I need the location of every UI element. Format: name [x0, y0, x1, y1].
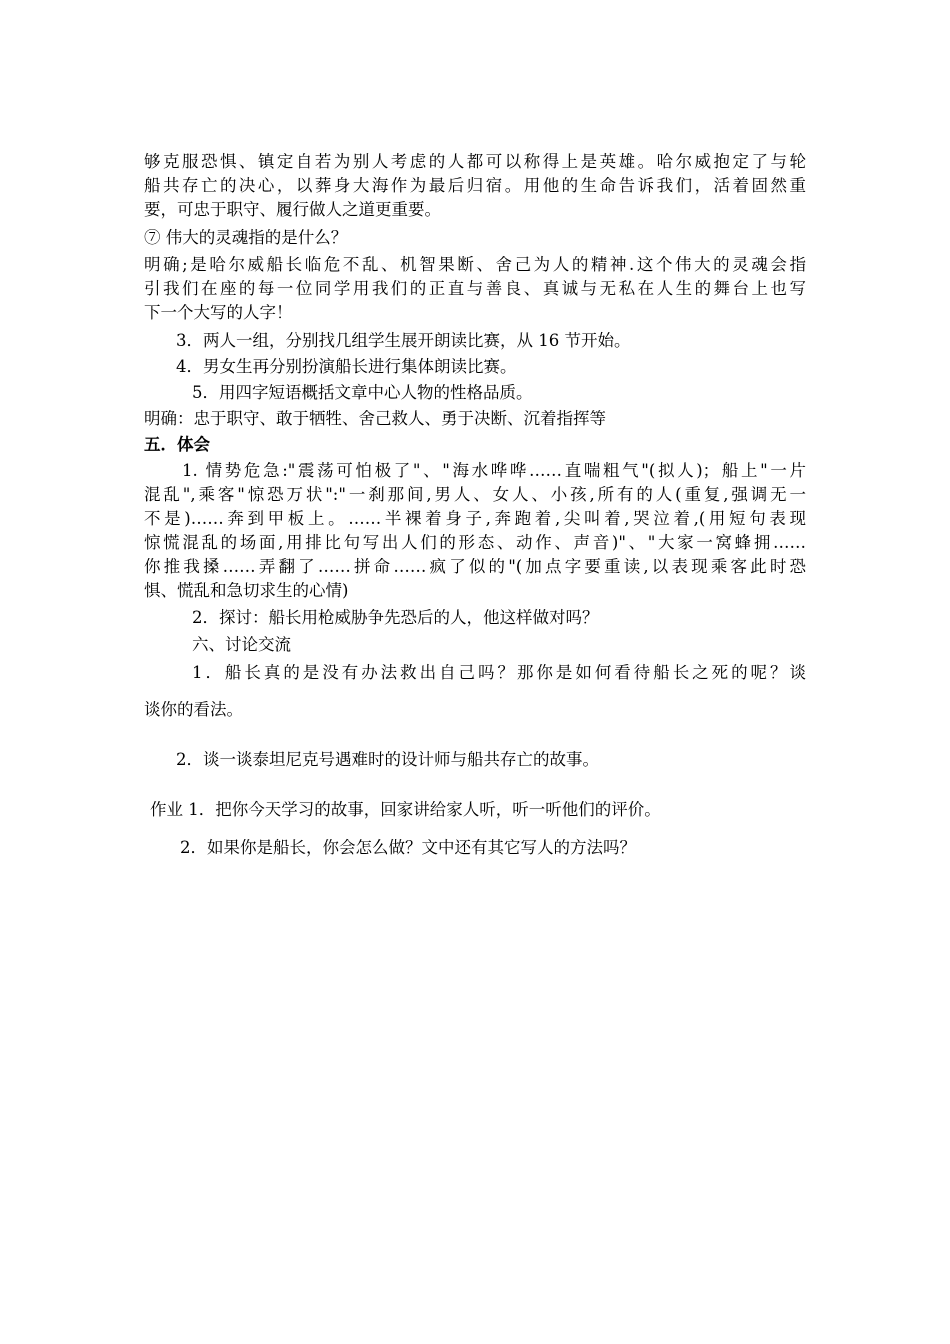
paragraph-line: 你推我搡……弄翻了……拼命……疯了似的"(加点字要重读,以表现乘客此时恐 [144, 557, 806, 576]
paragraph-line: 下一个大写的人字！ [144, 303, 293, 322]
paragraph-line: 不是)……奔到甲板上。……半裸着身子,奔跑着,尖叫着,哭泣着,(用短句表现 [144, 509, 806, 528]
homework-1: 作业 1．把你今天学习的故事，回家讲给家人听，听一听他们的评价。 [150, 800, 661, 819]
answer-5: 明确：忠于职守、敢于牺牲、舍己救人、勇于决断、沉着指挥等 [144, 409, 606, 428]
section-heading-5: 五．体会 [144, 435, 210, 454]
list-item-3: 3．两人一组，分别找几组学生展开朗读比赛，从 16 节开始。 [176, 331, 631, 350]
paragraph-line: 1. 情势危急:"震荡可怕极了"、"海水哗哗……直喘粗气"(拟人)；船上"一片 [182, 461, 806, 480]
paragraph-line: 够克服恐惧、镇定自若为别人考虑的人都可以称得上是英雄。哈尔威抱定了与轮 [144, 152, 806, 171]
list-item-6-1: 1．船长真的是没有办法救出自己吗？那你是如何看待船长之死的呢？谈 [192, 663, 806, 682]
paragraph-line: 要，可忠于职守、履行做人之道更重要。 [144, 200, 441, 219]
list-item-5: 5．用四字短语概括文章中心人物的性格品质。 [192, 383, 533, 402]
list-item-4: 4．男女生再分别扮演船长进行集体朗读比赛。 [176, 357, 517, 376]
list-item-discussion: 2．探讨：船长用枪威胁争先恐后的人，他这样做对吗？ [192, 608, 599, 627]
paragraph-line: 惊慌混乱的场面,用排比句写出人们的形态、动作、声音)"、"大家一窝蜂拥…… [144, 533, 806, 552]
paragraph-line: 明确;是哈尔威船长临危不乱、机智果断、舍己为人的精神.这个伟大的灵魂会指 [144, 255, 806, 274]
paragraph-line: 惧、慌乱和急切求生的心情) [144, 581, 349, 600]
paragraph-line: 混乱",乘客"惊恐万状":"一刹那间,男人、女人、小孩,所有的人(重复,强调无一 [144, 485, 806, 504]
question-7: ⑦ 伟大的灵魂指的是什么？ [144, 228, 348, 247]
list-item-6-2: 2．谈一谈泰坦尼克号遇难时的设计师与船共存亡的故事。 [176, 750, 599, 769]
paragraph-line: 船共存亡的决心，以葬身大海作为最后归宿。用他的生命告诉我们，活着固然重 [144, 176, 806, 195]
paragraph-line: 引我们在座的每一位同学用我们的正直与善良、真诚与无私在人生的舞台上也写 [144, 279, 806, 298]
homework-2: 2．如果你是船长，你会怎么做？文中还有其它写人的方法吗？ [180, 838, 636, 857]
list-item-6-1-cont: 谈你的看法。 [144, 700, 243, 719]
section-heading-6: 六、讨论交流 [192, 635, 291, 654]
